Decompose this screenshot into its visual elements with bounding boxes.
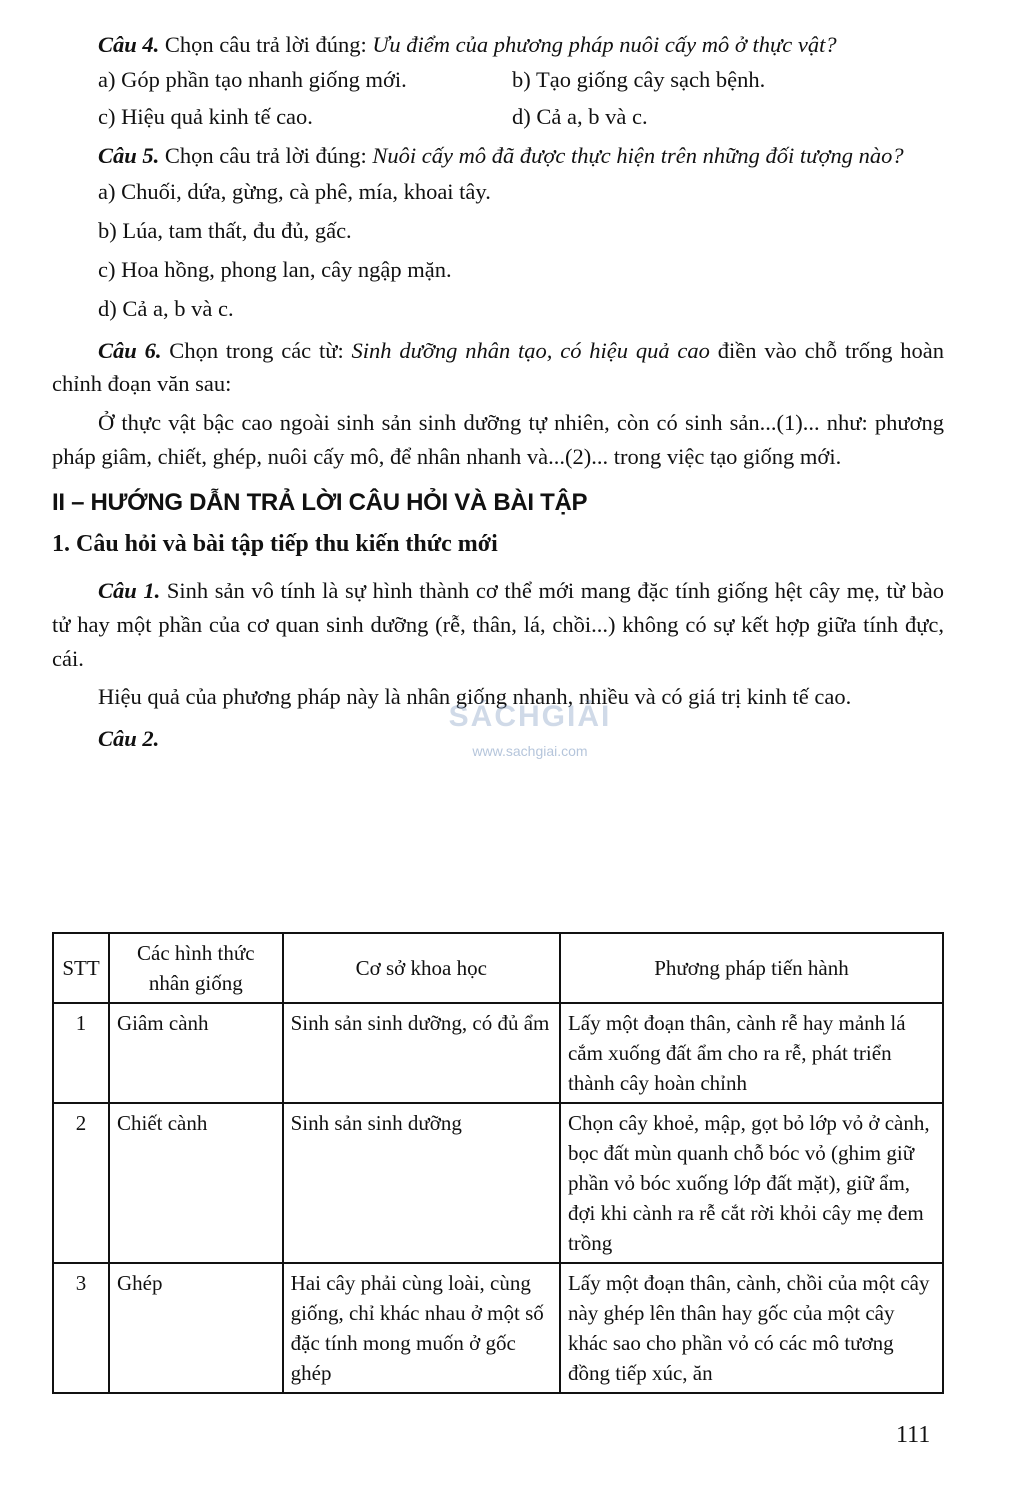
options-row (52, 61, 944, 98)
answer-text: Sinh sản vô tính là sự hình thành cơ thể mới mang đặc tính giống hệt cây mẹ, từ bào tử hay một phần của cơ quan sinh dưỡng (rễ, thân, lá, chồi...) không có sự kết hợp giữa tính đực, cái. (52, 578, 944, 671)
answer-1 (52, 574, 944, 676)
header-basis: Cơ sở khoa học (283, 933, 560, 1003)
cell-method: Chọn cây khoẻ, mập, gọt bỏ lớp vỏ ở cành, bọc đất mùn quanh chỗ bóc vỏ (ghim giữ phần vỏ bóc xuống lớp đất mặt), giữ ẩm, đợi khi cành ra rễ cắt rời khỏi cây mẹ đem trồng (560, 1103, 943, 1263)
question-5 (52, 139, 944, 172)
table-row (53, 1263, 943, 1393)
question-words: Sinh dưỡng nhân tạo, có hiệu quả cao (351, 338, 710, 363)
question-lead: Chọn câu trả lời đúng: (159, 143, 373, 168)
option-d: d) Cả a, b và c. (512, 104, 648, 129)
question-text: Nuôi cấy mô đã được thực hiện trên những đối tượng nào? (372, 143, 904, 168)
header-method: Phương pháp tiến hành (560, 933, 943, 1003)
question-label: Câu 5. (98, 143, 160, 168)
question-4 (52, 28, 944, 61)
option-a: a) Góp phần tạo nhanh giống mới. (98, 67, 407, 92)
question-text: Ưu điểm của phương pháp nuôi cấy mô ở thực vật? (372, 32, 837, 57)
question-tail: điền vào chỗ trống hoàn chỉnh đoạn văn sau: (52, 338, 945, 396)
watermark (430, 700, 630, 768)
cell-basis: Sinh sản sinh dưỡng, có đủ ẩm (283, 1003, 560, 1103)
cell-method: Lấy một đoạn thân, cành rễ hay mảnh lá cắm xuống đất ẩm cho ra rễ, phát triển thành cây hoàn chỉnh (560, 1003, 943, 1103)
cell-basis: Hai cây phải cùng loài, cùng giống, chỉ khác nhau ở một số đặc tính mong muốn ở gốc ghép (283, 1263, 560, 1393)
cell-stt: 1 (53, 1003, 109, 1103)
question-lead: Chọn trong các từ: (161, 338, 352, 363)
table-row (53, 1003, 943, 1103)
header-form: Các hình thức nhân giống (109, 933, 283, 1003)
answer-label: Câu 2. (98, 726, 160, 751)
watermark-brand: SÁCHGIẢI (448, 700, 612, 733)
question-lead: Chọn câu trả lời đúng: (159, 32, 373, 57)
question-label: Câu 4. (98, 32, 160, 57)
header-stt: STT (53, 933, 109, 1003)
cell-form: Chiết cành (109, 1103, 283, 1263)
option-c: c) Hoa hồng, phong lan, cây ngập mặn. (98, 257, 452, 282)
watermark-url: www.sachgiai.com (472, 743, 588, 759)
options-row (52, 98, 944, 135)
option-d: d) Cả a, b và c. (98, 296, 234, 321)
table-header-row (53, 933, 943, 1003)
cell-form: Giâm cành (109, 1003, 283, 1103)
question-6 (52, 334, 944, 400)
page-number: 111 (896, 1422, 931, 1448)
cell-form: Ghép (109, 1263, 283, 1393)
table-row (53, 1103, 943, 1263)
fill-in-passage: Ở thực vật bậc cao ngoài sinh sản sinh dưỡng tự nhiên, còn có sinh sản...(1)... như: phương pháp giâm, chiết, ghép, nuôi cấy mô, để nhân nhanh và...(2)... trong việc tạo giống mới. (52, 410, 944, 469)
option-b: b) Lúa, tam thất, đu đủ, gấc. (98, 218, 352, 243)
cell-stt: 3 (53, 1263, 109, 1393)
option-a: a) Chuối, dứa, gừng, cà phê, mía, khoai tây. (98, 179, 491, 204)
option-c: c) Hiệu quả kinh tế cao. (98, 104, 313, 129)
cell-basis: Sinh sản sinh dưỡng (283, 1103, 560, 1263)
cell-method: Lấy một đoạn thân, cành, chồi của một cây này ghép lên thân hay gốc của một cây khác sao cho phần vỏ có các mô tương đồng tiếp xúc, ăn (560, 1263, 943, 1393)
cell-stt: 2 (53, 1103, 109, 1263)
section-title: II – HƯỚNG DẪN TRẢ LỜI CÂU HỎI VÀ BÀI TẬP (52, 489, 588, 516)
answer-1-effect: Hiệu quả của phương pháp này là nhân giống nhanh, nhiều và có giá trị kinh tế cao. (98, 684, 852, 709)
propagation-table (52, 932, 944, 1394)
question-label: Câu 6. (98, 338, 162, 363)
answer-label: Câu 1. (98, 578, 161, 603)
option-b: b) Tạo giống cây sạch bệnh. (512, 67, 766, 92)
page-content (52, 28, 944, 755)
subsection-title: 1. Câu hỏi và bài tập tiếp thu kiến thức mới (52, 531, 498, 557)
